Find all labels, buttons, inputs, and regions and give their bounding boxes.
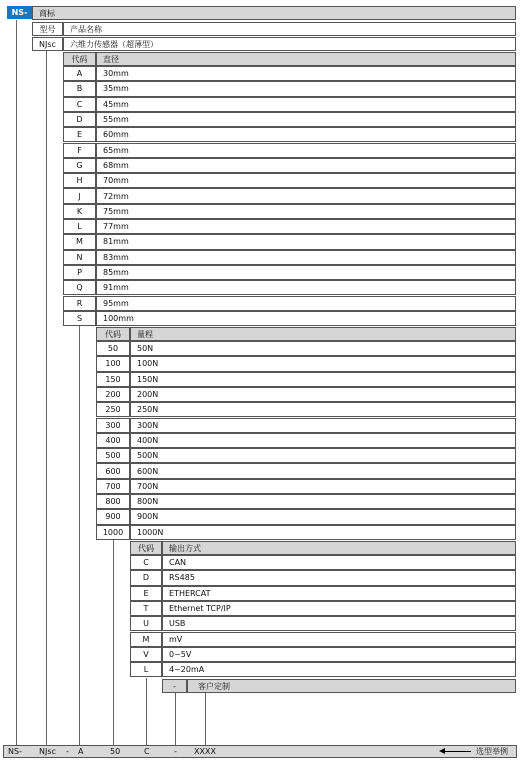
example-part-model: NJsc [39,747,56,756]
output-value-cell: 4~20mA [162,662,516,677]
model-name-header: 产品名称 [63,22,516,36]
diameter-code-cell: J [63,188,96,203]
example-part-dash1: - [66,747,69,756]
range-code-cell: 400 [96,433,130,448]
diameter-code-cell: D [63,112,96,127]
prefix-badge: NS- [7,6,32,19]
diameter-code-cell: M [63,234,96,249]
diameter-value-cell: 95mm [96,296,516,311]
selection-example-bar [3,745,517,758]
connector-line-range [113,540,114,745]
connector-line-custom [205,693,206,745]
output-code-cell: C [130,555,162,570]
diameter-code-cell: R [63,296,96,311]
range-code-cell: 900 [96,509,130,524]
connector-line-dash [175,693,176,745]
output-value-cell: ETHERCAT [162,586,516,601]
range-code-cell: 300 [96,418,130,433]
diameter-value-cell: 91mm [96,280,516,295]
diameter-value-cell: 77mm [96,219,516,234]
range-value-header: 量程 [130,327,516,341]
output-code-cell: U [130,616,162,631]
range-code-cell: 800 [96,494,130,509]
diameter-value-cell: 55mm [96,112,516,127]
range-value-cell: 700N [130,479,516,494]
diameter-value-cell: 30mm [96,66,516,81]
diameter-value-cell: 60mm [96,127,516,142]
range-value-cell: 400N [130,433,516,448]
range-code-cell: 600 [96,463,130,478]
diameter-code-cell: B [63,81,96,96]
diameter-value-cell: 100mm [96,311,516,326]
example-part-prefix: NS- [8,747,22,756]
diameter-value-cell: 81mm [96,234,516,249]
diameter-value-cell: 75mm [96,204,516,219]
output-code-header: 代码 [130,541,162,555]
range-value-cell: 600N [130,463,516,478]
range-code-cell: 150 [96,372,130,387]
connector-line-output [146,678,147,745]
diameter-value-cell: 85mm [96,265,516,280]
range-code-cell: 250 [96,402,130,417]
range-value-cell: 200N [130,387,516,402]
diameter-value-cell: 35mm [96,81,516,96]
output-code-cell: T [130,601,162,616]
output-code-cell: D [130,570,162,585]
example-part-output: C [144,747,150,756]
range-value-cell: 250N [130,402,516,417]
diameter-value-cell: 68mm [96,158,516,173]
example-part-range: 50 [110,747,121,756]
diameter-code-cell: P [63,265,96,280]
example-label: 选型举例 [476,747,508,756]
diameter-code-cell: N [63,250,96,265]
connector-line-prefix [16,20,17,745]
diameter-code-cell: G [63,158,96,173]
output-value-cell: USB [162,616,516,631]
diameter-code-cell: C [63,97,96,112]
range-code-cell: 200 [96,387,130,402]
model-code-header: 型号 [32,22,63,36]
example-part-dash2: - [174,747,177,756]
output-value-cell: RS485 [162,570,516,585]
diameter-value-cell: 70mm [96,173,516,188]
output-code-cell: E [130,586,162,601]
diameter-code-cell: F [63,143,96,158]
range-value-cell: 300N [130,418,516,433]
range-code-cell: 50 [96,341,130,356]
connector-line-model [46,51,47,745]
diameter-value-cell: 45mm [96,97,516,112]
diameter-value-header: 直径 [96,52,516,66]
diameter-code-cell: E [63,127,96,142]
output-value-header: 输出方式 [162,541,516,555]
brand-header [32,6,516,20]
example-part-diameter: A [78,747,84,756]
range-value-cell: 50N [130,341,516,356]
range-value-cell: 1000N [130,525,516,540]
range-value-cell: 100N [130,356,516,371]
brand-label: 商标 [39,8,55,18]
custom-code: - [162,679,187,693]
custom-label: 客户定制 [187,679,516,693]
range-code-cell: 700 [96,479,130,494]
diameter-value-cell: 72mm [96,188,516,203]
diameter-code-cell: L [63,219,96,234]
range-code-cell: 1000 [96,525,130,540]
output-code-cell: M [130,632,162,647]
example-part-custom: XXXX [194,747,216,756]
range-code-header: 代码 [96,327,130,341]
diameter-code-cell: K [63,204,96,219]
diameter-code-cell: S [63,311,96,326]
range-value-cell: 900N [130,509,516,524]
diameter-code-cell: A [63,66,96,81]
diameter-code-cell: H [63,173,96,188]
output-value-cell: CAN [162,555,516,570]
diameter-code-cell: Q [63,280,96,295]
model-name: 六维力传感器（超薄型） [63,37,516,51]
output-value-cell: 0~5V [162,647,516,662]
model-code: NJsc [32,37,63,51]
range-value-cell: 800N [130,494,516,509]
output-code-cell: V [130,647,162,662]
diameter-code-header: 代码 [63,52,96,66]
range-value-cell: 500N [130,448,516,463]
output-value-cell: Ethernet TCP/IP [162,601,516,616]
range-value-cell: 150N [130,372,516,387]
diameter-value-cell: 83mm [96,250,516,265]
arrow-left-icon [441,751,471,752]
output-value-cell: mV [162,632,516,647]
diameter-value-cell: 65mm [96,143,516,158]
output-code-cell: L [130,662,162,677]
range-code-cell: 500 [96,448,130,463]
range-code-cell: 100 [96,356,130,371]
connector-line-diameter [79,326,80,745]
